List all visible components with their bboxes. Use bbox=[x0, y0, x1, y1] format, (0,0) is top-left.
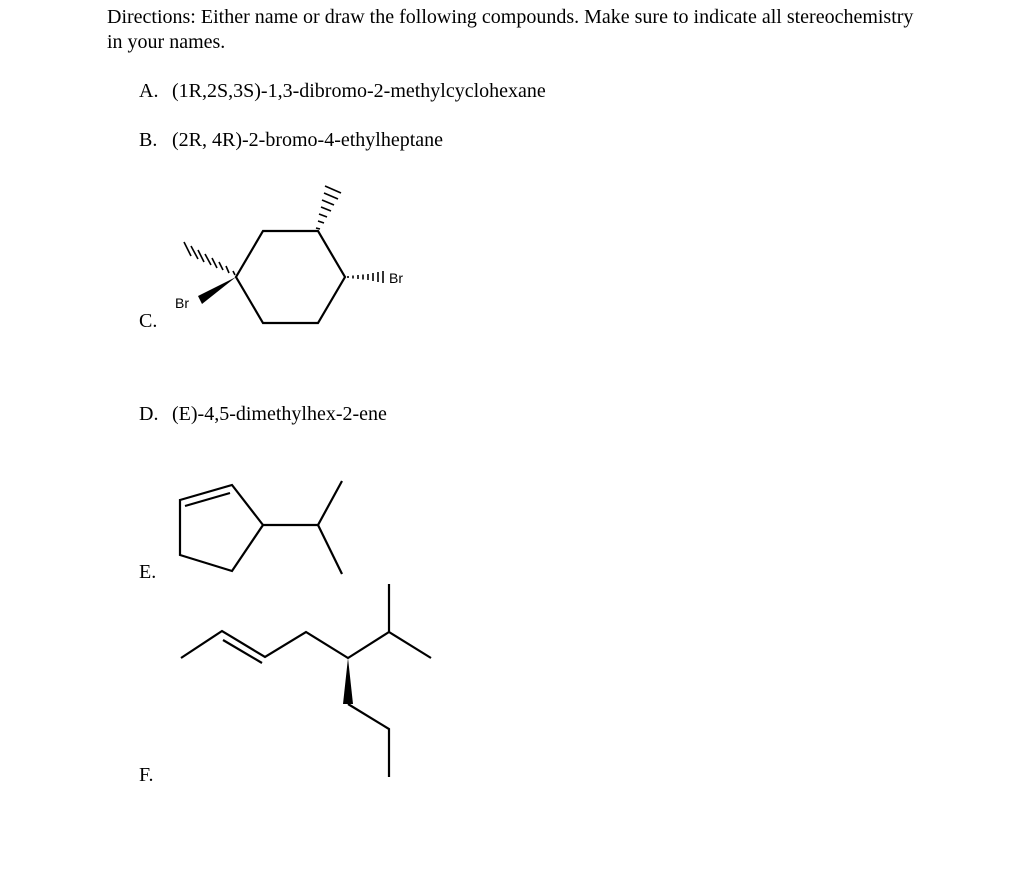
question-d-text: (E)-4,5-dimethylhex-2-ene bbox=[172, 403, 387, 425]
question-a-text: (1R,2S,3S)-1,3-dibromo-2-methylcyclohexane bbox=[172, 80, 546, 102]
question-c-label: C. bbox=[139, 310, 158, 332]
directions-text: Directions: Either name or draw the following compounds. Make sure to indicate all stereochemistry in your names. bbox=[107, 6, 914, 53]
ethyl-branch bbox=[348, 704, 389, 777]
wedge-bond bbox=[343, 658, 353, 704]
question-f-label: F. bbox=[139, 764, 154, 786]
question-e-label: E. bbox=[139, 561, 157, 583]
atom-label-br-right: Br bbox=[389, 270, 403, 286]
question-a-label: A. bbox=[139, 80, 159, 102]
question-b-text: (2R, 4R)-2-bromo-4-ethylheptane bbox=[172, 129, 444, 151]
main-chain bbox=[181, 631, 431, 658]
atom-label-br-left: Br bbox=[175, 295, 189, 311]
question-d-label: D. bbox=[139, 403, 159, 425]
question-b-label: B. bbox=[139, 129, 158, 151]
